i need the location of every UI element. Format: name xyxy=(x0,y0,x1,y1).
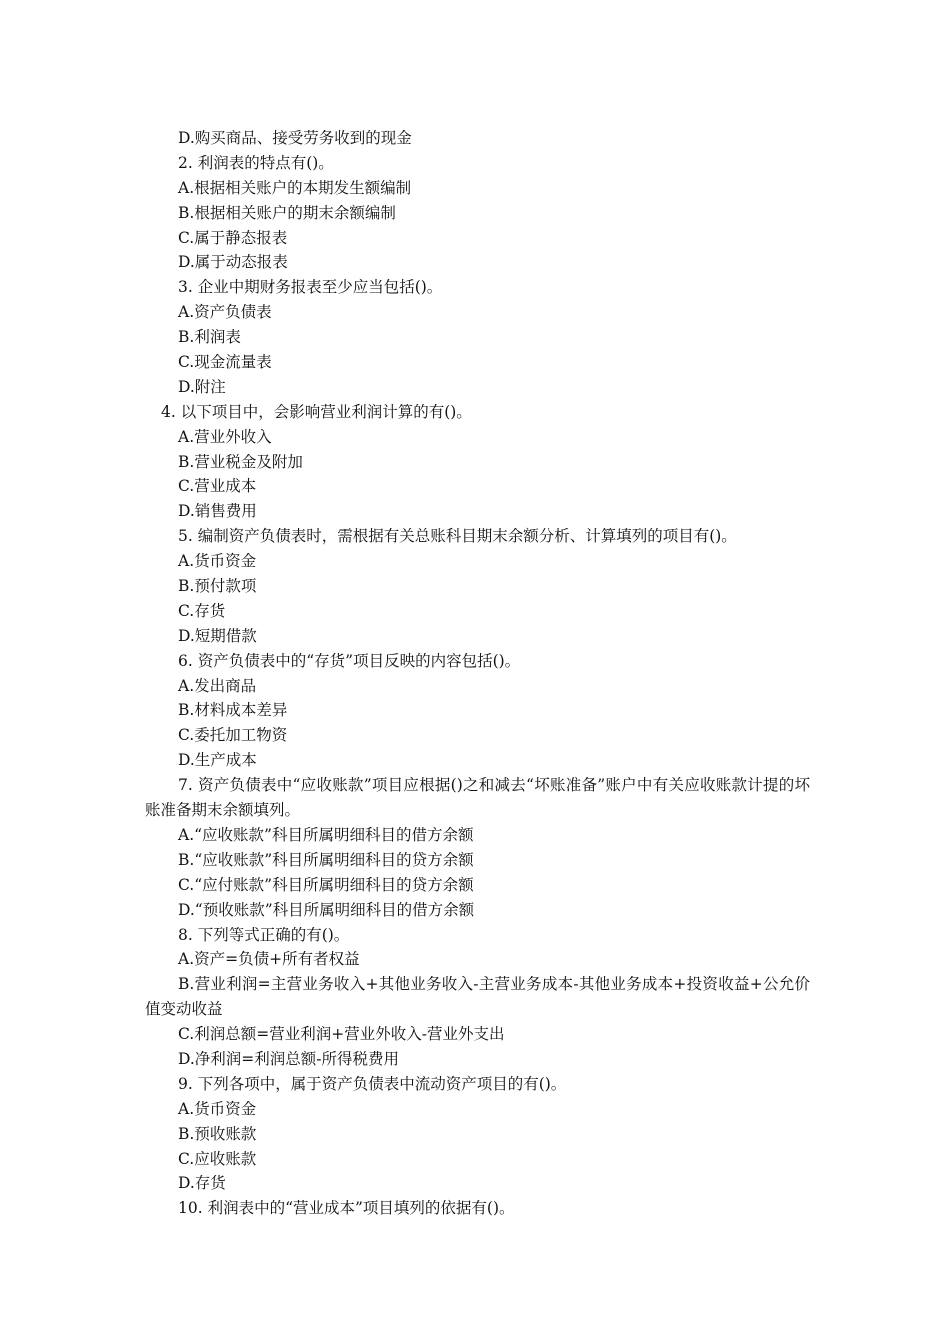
option-line: B.材料成本差异 xyxy=(178,701,288,720)
option-line: C.存货 xyxy=(178,601,226,620)
option-line: B.根据相关账户的期末余额编制 xyxy=(178,203,396,222)
option-line: D.附注 xyxy=(178,377,226,396)
option-line: B.预收账款 xyxy=(178,1124,257,1143)
question-line: 8. 下列等式正确的有()。 xyxy=(178,925,350,944)
question-line: 6. 资产负债表中的“存货”项目反映的内容包括()。 xyxy=(178,651,521,670)
option-line: A.根据相关账户的本期发生额编制 xyxy=(178,178,412,197)
question-line: 9. 下列各项中，属于资产负债表中流动资产项目的有()。 xyxy=(178,1074,567,1093)
question-line: 10. 利润表中的“营业成本”项目填列的依据有()。 xyxy=(178,1199,515,1218)
option-line: C.属于静态报表 xyxy=(178,228,288,247)
option-line: B.“应收账款”科目所属明细科目的贷方余额 xyxy=(178,850,474,869)
option-line: D.短期借款 xyxy=(178,626,257,645)
option-line: A.发出商品 xyxy=(178,676,257,695)
option-line: C.应收账款 xyxy=(178,1149,257,1168)
option-line: D.属于动态报表 xyxy=(178,253,288,272)
question-line: 5. 编制资产负债表时，需根据有关总账科目期末余额分析、计算填列的项目有()。 xyxy=(178,527,737,546)
question-line: 3. 企业中期财务报表至少应当包括()。 xyxy=(178,278,443,297)
option-line: A.货币资金 xyxy=(178,552,257,571)
option-line: B.预付款项 xyxy=(178,577,257,596)
option-line: A.“应收账款”科目所属明细科目的借方余额 xyxy=(178,825,474,844)
option-line: B.利润表 xyxy=(178,328,241,347)
option-line: A.营业外收入 xyxy=(178,427,272,446)
option-line: A.货币资金 xyxy=(178,1099,257,1118)
option-line: C.现金流量表 xyxy=(178,353,272,372)
option-line: C.“应付账款”科目所属明细科目的贷方余额 xyxy=(178,875,474,894)
option-line: B.营业利润=主营业务收入+其他业务收入-主营业务成本-其他业务成本+投资收益+公允价值变动收益 xyxy=(145,975,810,1019)
option-line: A.资产负债表 xyxy=(178,303,272,322)
option-line: D.净利润=利润总额-所得税费用 xyxy=(178,1050,400,1069)
option-line: C.营业成本 xyxy=(178,477,257,496)
option-line: D.生产成本 xyxy=(178,751,257,770)
option-line: D.存货 xyxy=(178,1174,226,1193)
option-line: A.资产=负债+所有者权益 xyxy=(178,950,360,969)
question-line: 7. 资产负债表中“应收账款”项目应根据()之和减去“坏账准备”账户中有关应收账款计提的坏账准备期末余额填列。 xyxy=(145,776,810,820)
option-line: C.利润总额=营业利润+营业外收入-营业外支出 xyxy=(178,1025,505,1044)
question-line: 4. 以下项目中，会影响营业利润计算的有()。 xyxy=(161,402,472,421)
question-line: 2. 利润表的特点有()。 xyxy=(178,153,334,172)
option-line: D.销售费用 xyxy=(178,502,257,521)
option-line: B.营业税金及附加 xyxy=(178,452,303,471)
option-line: D.“预收账款”科目所属明细科目的借方余额 xyxy=(178,900,475,919)
option-line: D.购买商品、接受劳务收到的现金 xyxy=(178,129,412,147)
document-body xyxy=(145,126,810,1221)
option-line: C.委托加工物资 xyxy=(178,726,288,745)
